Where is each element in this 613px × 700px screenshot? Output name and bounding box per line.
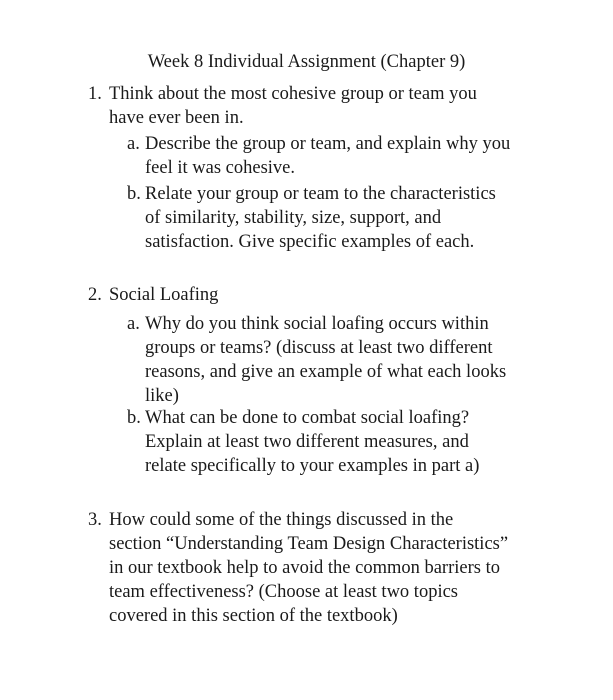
question-2-part-b-line-2: Explain at least two different measures, and [145, 432, 469, 452]
question-3-line-4: team effectiveness? (Choose at least two topics [109, 582, 458, 602]
question-1-part-a-line-1: Describe the group or team, and explain why you [145, 134, 511, 154]
question-1-part-b-text [145, 182, 496, 254]
question-1-part-a-text [145, 132, 510, 180]
question-1-part-b-letter: b. [127, 184, 141, 204]
question-2-part-a-line-3: reasons, and give an example of what each looks [145, 362, 507, 382]
question-1-text [109, 82, 477, 130]
question-3-line-2: section “Understanding Team Design Characteristics” [109, 534, 509, 554]
assignment-title: Week 8 Individual Assignment (Chapter 9) [147, 52, 466, 72]
question-2-part-a-line-2: groups or teams? (discuss at least two different [145, 338, 493, 358]
question-1-part-a-letter: a. [127, 134, 140, 154]
question-2-part-b-text [145, 406, 479, 478]
question-2-part-a-letter: a. [127, 314, 140, 334]
question-1-part-a-line-2: feel it was cohesive. [145, 158, 295, 178]
question-2-text [109, 283, 218, 307]
question-1-line-1: Think about the most cohesive group or team you [109, 84, 477, 104]
question-2-part-a-line-1: Why do you think social loafing occurs within [145, 314, 489, 334]
question-1-part-b-line-2: of similarity, stability, size, support, and [145, 208, 442, 228]
question-2-part-b-line-3: relate specifically to your examples in part a) [145, 456, 480, 476]
question-1-part-b-line-3: satisfaction. Give specific examples of each. [145, 232, 475, 252]
question-3-text [109, 508, 508, 628]
question-2-line-1: Social Loafing [109, 285, 219, 305]
question-1-part-b-line-1: Relate your group or team to the characteristics [145, 184, 496, 204]
question-3-line-1: How could some of the things discussed in the [109, 510, 454, 530]
question-2-part-a-text [145, 312, 506, 408]
question-3-number: 3. [88, 510, 102, 530]
question-3-line-5: covered in this section of the textbook) [109, 606, 398, 626]
question-2-part-b-letter: b. [127, 408, 141, 428]
question-3-line-3: in our textbook help to avoid the common barriers to [109, 558, 500, 578]
question-2-part-a-line-4: like) [145, 386, 179, 406]
question-2-number: 2. [88, 285, 102, 305]
question-2-part-b-line-1: What can be done to combat social loafing? [145, 408, 470, 428]
question-1-line-2: have ever been in. [109, 108, 244, 128]
question-1-number: 1. [88, 84, 102, 104]
